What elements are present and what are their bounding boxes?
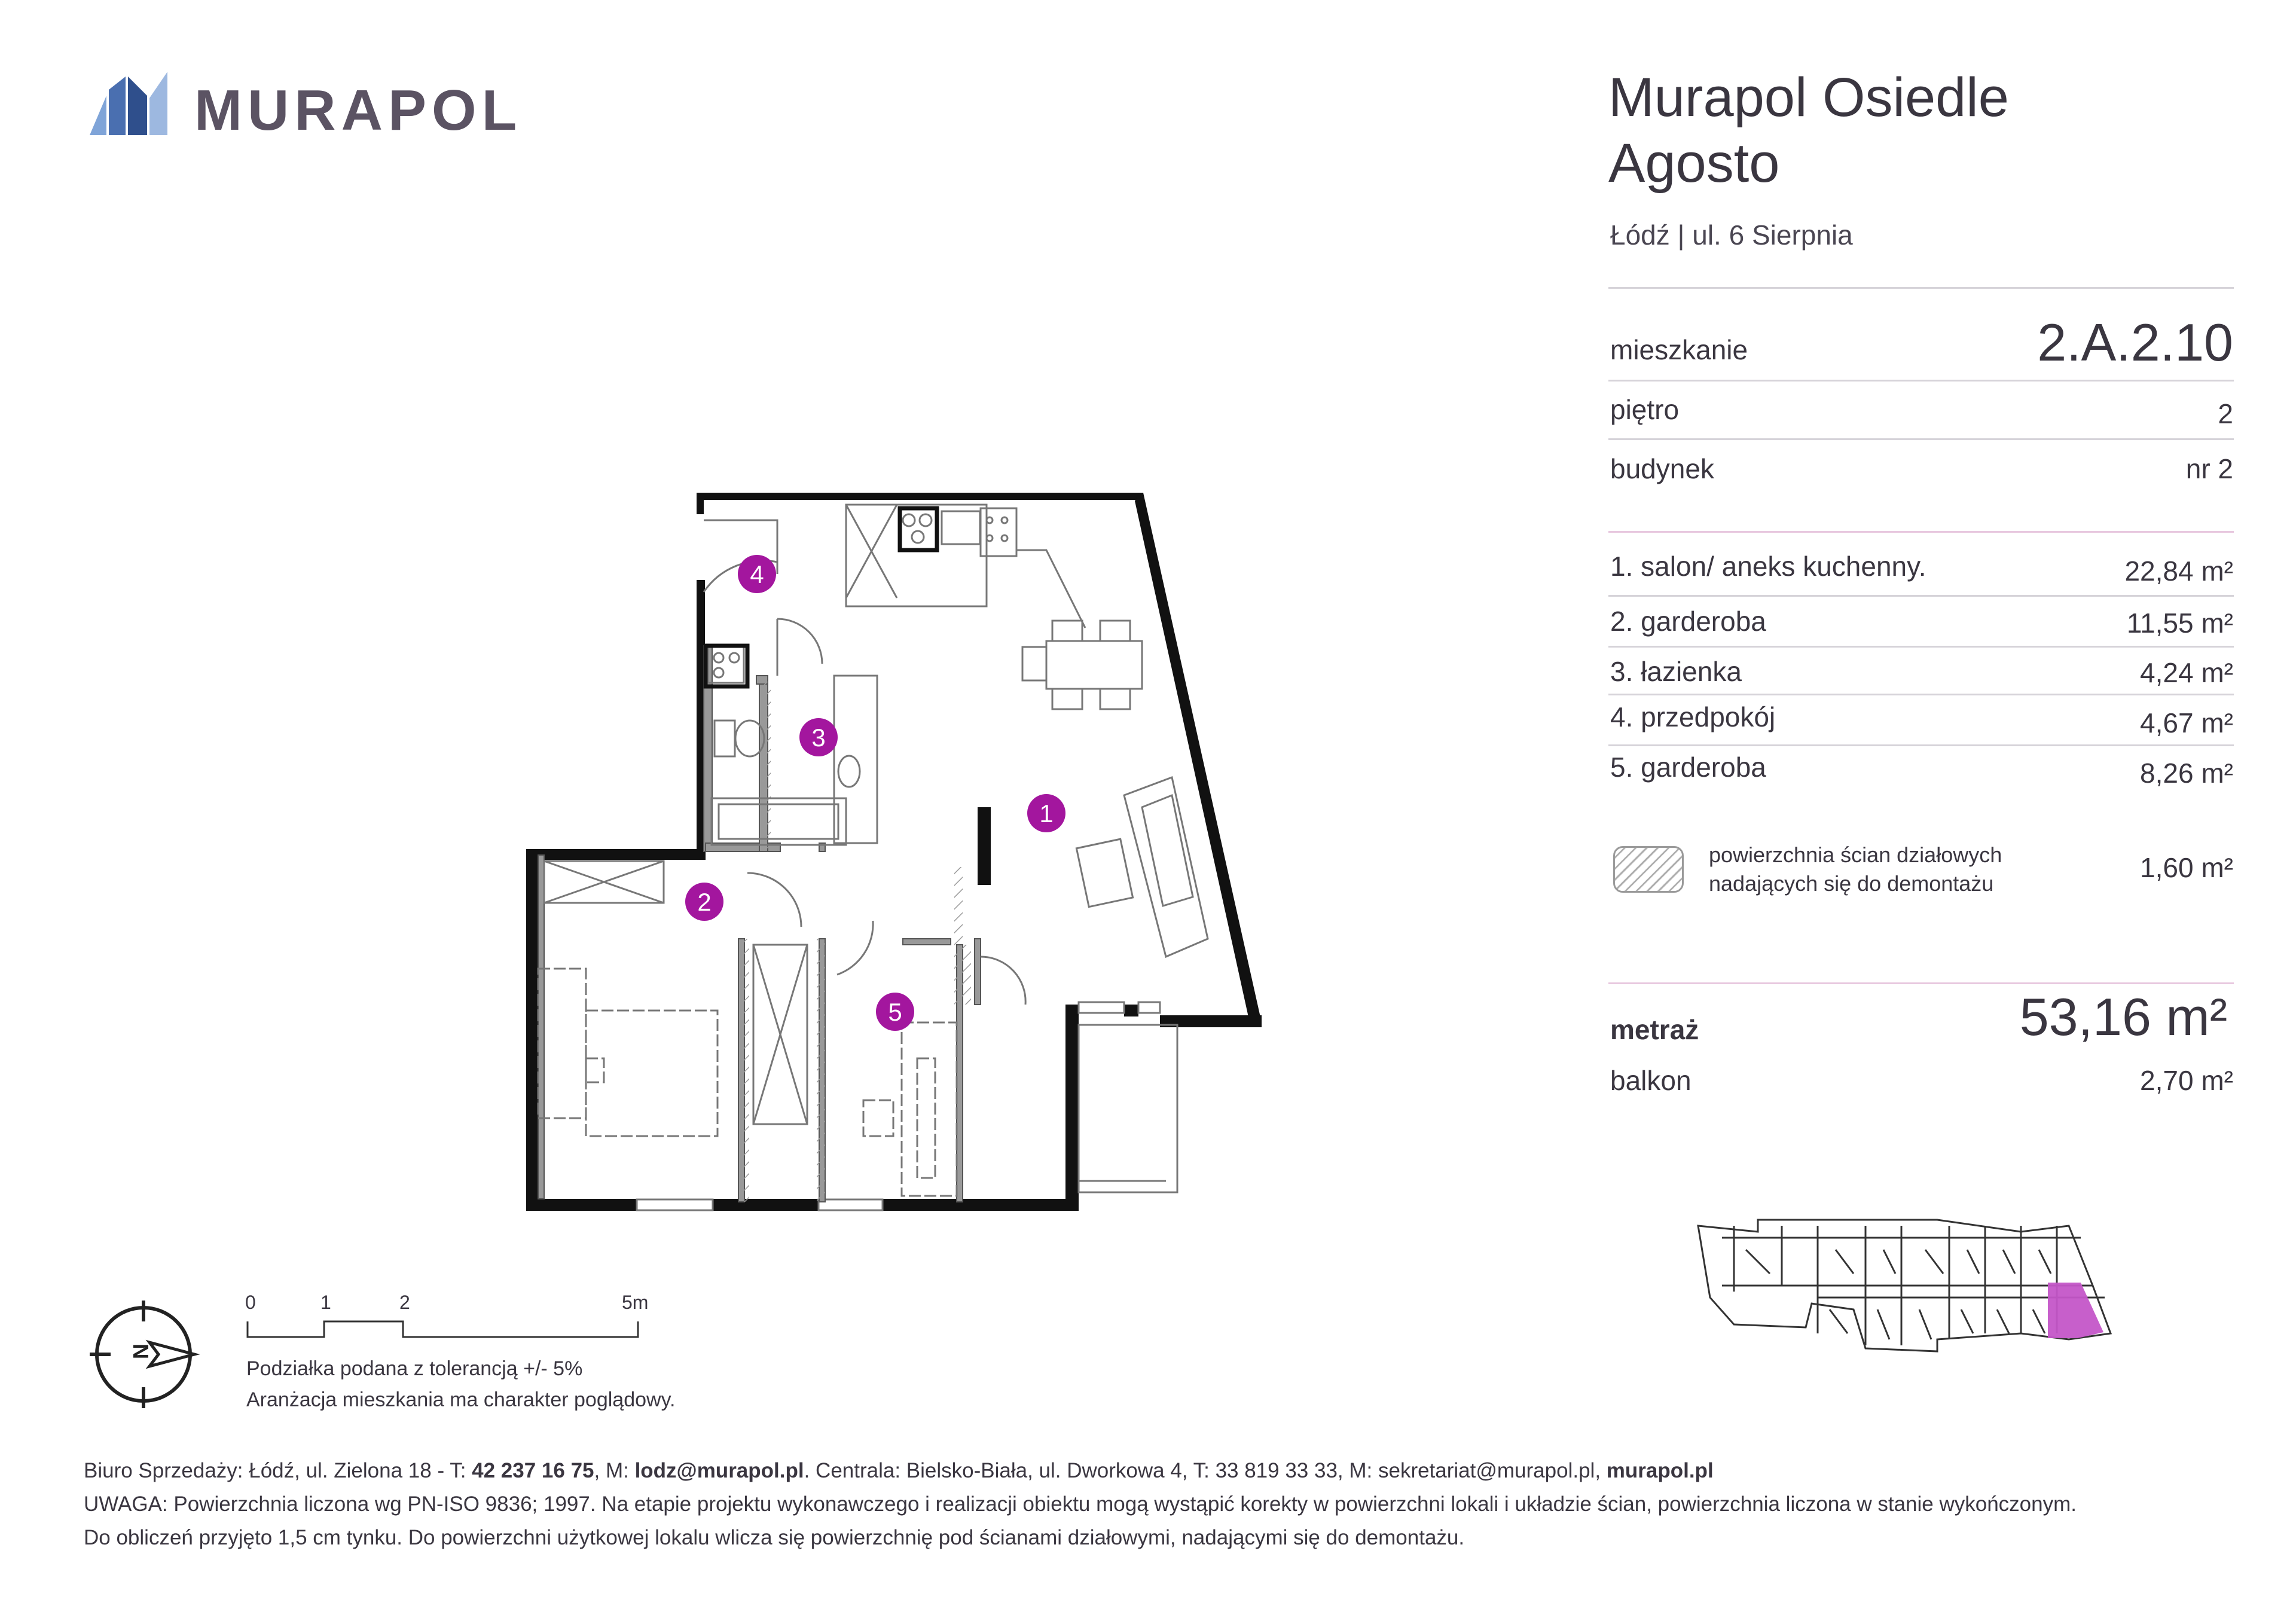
marker-label: 4: [750, 560, 764, 588]
room-area: 8,26 m²: [2140, 758, 2233, 789]
room-area: 4,67 m²: [2140, 707, 2233, 738]
room-area: 11,55 m²: [2126, 608, 2233, 639]
scale-tick-label: 1: [320, 1292, 331, 1313]
floor-label: piętro: [1610, 394, 1680, 425]
logo: [90, 72, 179, 138]
divider: [1608, 744, 2234, 746]
balcony-label: balkon: [1610, 1065, 1692, 1096]
marker-label: 2: [697, 888, 712, 916]
brand-name: MURAPOL: [194, 78, 523, 142]
desk: [863, 1022, 957, 1196]
kitchen: [846, 505, 1085, 628]
dining-set: [1022, 621, 1142, 709]
scale-tick-label: 0: [245, 1292, 256, 1313]
hatch-legend-icon: [1613, 846, 1684, 893]
interior-walls: [538, 646, 981, 1202]
balcony: [1079, 1025, 1177, 1192]
building-label: budynek: [1610, 453, 1714, 484]
scale-tick-label: 5m: [622, 1292, 649, 1313]
footer-text: , M:: [594, 1459, 635, 1482]
divider: [1608, 595, 2234, 597]
project-title: [1608, 65, 2009, 196]
wardrobes: [544, 861, 1025, 1124]
divider: [1608, 531, 2234, 533]
footer-website[interactable]: murapol.pl: [1606, 1459, 1714, 1482]
balcony-area: 2,70 m²: [2140, 1065, 2233, 1096]
floor-plan: [526, 484, 1274, 1214]
unit-number: 2.A.2.10: [2037, 313, 2233, 372]
project-title-line1: Murapol Osiedle: [1608, 67, 2009, 128]
key-plan: [1686, 1214, 2152, 1375]
room-label: 2. garderoba: [1610, 606, 1766, 637]
scale-note: Aranżacja mieszkania ma charakter poglądowy.: [246, 1388, 676, 1411]
bed: [538, 969, 718, 1136]
room-marker: [1027, 794, 1065, 832]
footer-notice: UWAGA: Powierzchnia liczona wg PN-ISO 9836; 1997. Na etapie projektu wykonawczego i realizacji obiektu mogą wystąpić korekty w powierzchni lokali i układzie ścian, powierzchnia liczona w stanie wykończonym.: [84, 1492, 2077, 1516]
room-area: 4,24 m²: [2140, 657, 2233, 688]
footer-text: Biuro Sprzedaży: Łódź, ul. Zielona 18 - T:: [84, 1459, 472, 1482]
footer-notice: Do obliczeń przyjęto 1,5 cm tynku. Do powierzchni użytkowej lokalu wlicza się powierzchnię pod ścianami działowymi, nadającymi się do demontażu.: [84, 1526, 1465, 1549]
room-marker: [738, 555, 776, 593]
windows: [637, 1002, 1160, 1210]
walls-legend-text: [1709, 841, 2002, 898]
room-marker: [799, 718, 838, 756]
floor-value: 2: [2218, 398, 2233, 429]
footer-contact: [84, 1459, 1714, 1483]
room-marker: [876, 993, 914, 1031]
footer-email[interactable]: lodz@murapol.pl: [634, 1459, 804, 1482]
walls-area: 1,60 m²: [2140, 852, 2233, 883]
room-area: 22,84 m²: [2124, 555, 2233, 587]
total-area-value: 53,16 m²: [2019, 987, 2227, 1046]
entrance: [704, 520, 777, 683]
room-label: 1. salon/ aneks kuchenny.: [1610, 551, 1926, 582]
marker-label: 1: [1039, 799, 1054, 828]
footer-text: . Centrala: Bielsko-Biała, ul. Dworkowa 4, T: 33 819 33 33, M: sekretariat@murapol.pl,: [804, 1459, 1607, 1482]
room-marker: [685, 883, 723, 921]
total-area-label: metraż: [1610, 1014, 1699, 1045]
divider: [1608, 438, 2234, 440]
scale-note: Podziałka podana z tolerancją +/- 5%: [246, 1357, 583, 1380]
scale-tick-label: 2: [399, 1292, 410, 1313]
divider: [1608, 287, 2234, 289]
marker-label: 5: [888, 998, 902, 1026]
walls-legend-line1: powierzchnia ścian działowych: [1709, 842, 2002, 867]
column: [978, 807, 991, 885]
logo-mark-icon: [90, 72, 179, 135]
compass-letter: N: [129, 1344, 153, 1359]
project-location: Łódź | ul. 6 Sierpnia: [1610, 219, 1853, 251]
walls-legend-line2: nadających się do demontażu: [1709, 871, 1994, 896]
divider: [1608, 694, 2234, 695]
room-label: 3. łazienka: [1610, 656, 1742, 687]
building-value: nr 2: [2185, 453, 2233, 484]
marker-label: 3: [811, 724, 826, 752]
divider: [1608, 380, 2234, 381]
unit-label: mieszkanie: [1610, 334, 1748, 365]
scale-bar: [246, 1315, 641, 1345]
project-title-line2: Agosto: [1608, 133, 1780, 194]
divider: [1608, 646, 2234, 648]
footer-phone: 42 237 16 75: [472, 1459, 594, 1482]
sofa: [1076, 777, 1208, 957]
room-label: 5. garderoba: [1610, 752, 1766, 783]
compass-icon: [87, 1298, 200, 1411]
divider: [1608, 982, 2234, 984]
room-label: 4. przedpokój: [1610, 701, 1776, 732]
